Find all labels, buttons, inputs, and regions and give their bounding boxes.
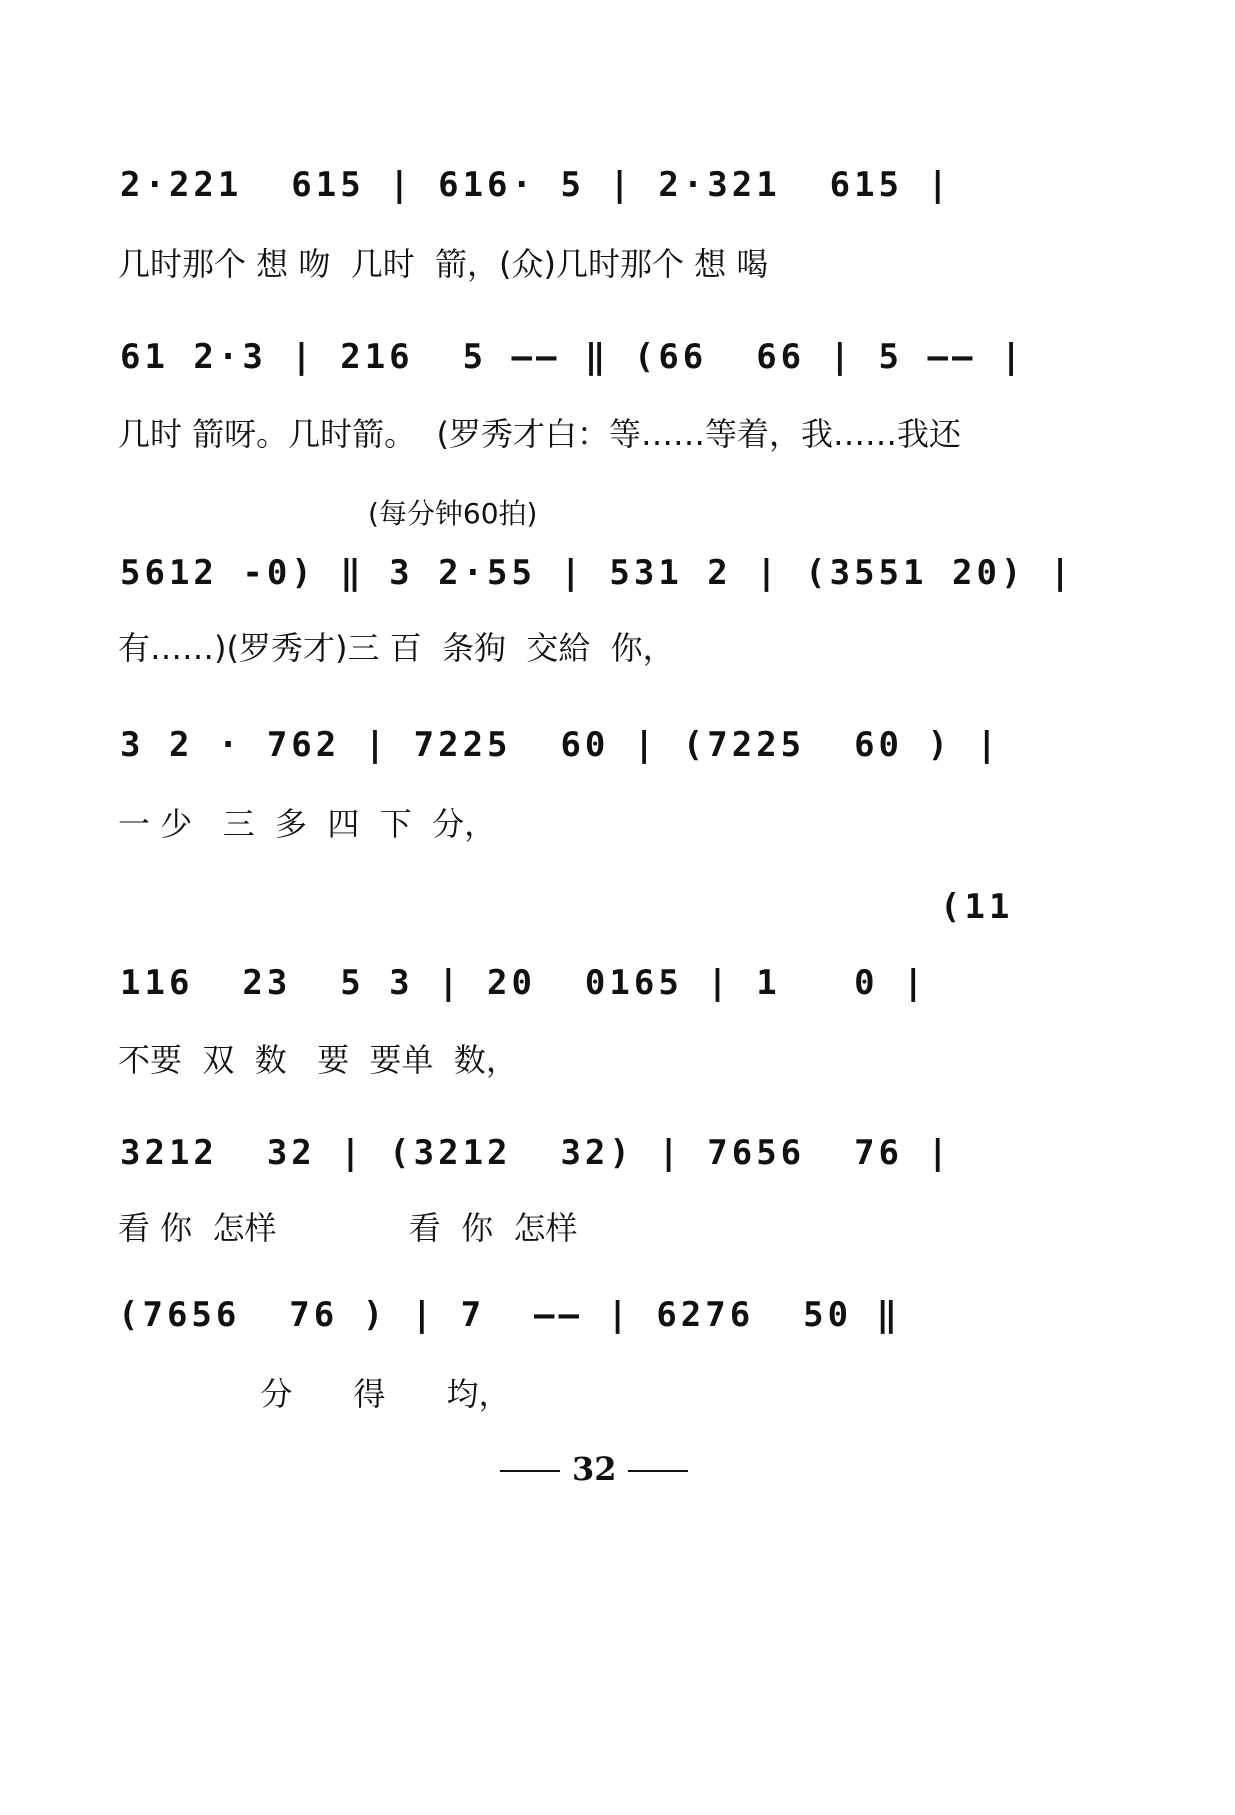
system-6-notes: 3212 32 | (3212 32) | 7656 76 | xyxy=(120,1133,952,1173)
system-7-lyrics: 分 得 均， xyxy=(118,1375,511,1413)
system-6-lyrics: 看 你 怎样 看 你 怎样 xyxy=(118,1209,578,1247)
system-4-notes: 3 2 · 762 | 7225 60 | (7225 60 ) | xyxy=(120,725,1001,765)
system-5-lyrics: 不要 双 数 要 要单 数， xyxy=(118,1041,518,1079)
page-number-row xyxy=(500,1450,700,1490)
tempo-marking: (每分钟60拍) xyxy=(368,497,538,530)
system-3-notes: 5612 -0) ‖ 3 2·55 | 531 2 | (3551 20) | xyxy=(120,553,1075,593)
system-7-notes: (7656 76 ) | 7 —— | 6276 50 ‖ xyxy=(118,1295,902,1335)
system-4-lyrics: 一 少 三 多 四 下 分， xyxy=(118,805,497,843)
system-2-notes: 61 2·3 | 216 5 —— ‖ (66 66 | 5 —— | xyxy=(120,337,1026,377)
system-2-lyrics: 几时 箭呀。几时箭。 (罗秀才白：等……等着，我……我还 xyxy=(118,415,962,453)
system-1-notes: 2·221 615 | 616· 5 | 2·321 615 | xyxy=(120,165,952,205)
system-5-notes: 116 23 5 3 | 20 0165 | 1 0 | xyxy=(120,963,928,1003)
system-1-lyrics: 几时那个 想 吻 几时 箭，(众)几时那个 想 喝 xyxy=(118,245,769,283)
page-number: 32 xyxy=(572,1450,617,1488)
pickup-notes: (11 xyxy=(940,887,1014,927)
system-3-lyrics: 有……)(罗秀才)三 百 条狗 交給 你， xyxy=(118,629,675,667)
